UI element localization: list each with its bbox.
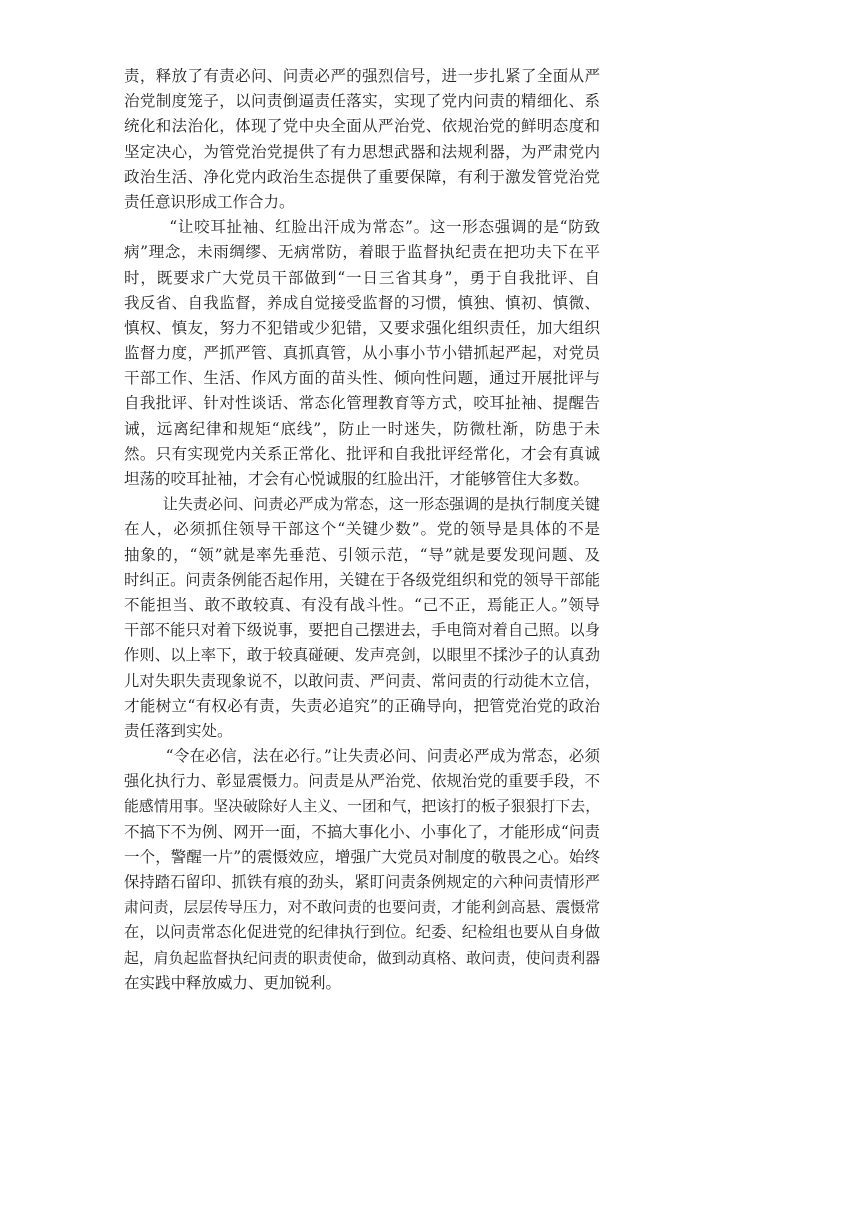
text-line: 让失责必问、问责必严成为常态，这一形态强调的是执行制度关键 (124, 495, 600, 514)
text-line: 肃问责，层层传导压力，对不敢问责的也要问责，才能利剑高悬、震慑常 (124, 899, 600, 917)
text-line: 政治生活、净化党内政治生态提供了重要保障，有利于激发管党治党 (124, 167, 600, 186)
text-line: 抽象的，“领”就是率先垂范、引领示范，“导”就是要发现问题、及 (124, 545, 600, 564)
paragraph-4 (124, 744, 600, 996)
paragraph-1 (124, 64, 600, 215)
text-line: 强化执行力、彰显震慑力。问责是从严治党、依规治党的重要手段，不 (124, 772, 600, 791)
text-line: 能感情用事。坚决破除好人主义、一团和气，把该打的板子狠狠打下去， (124, 798, 600, 816)
text-line: 诫，远离纪律和规矩“底线”，防止一时迷失，防微杜渐，防患于未 (124, 419, 600, 438)
text-line: “令在必信，法在必行。”让失责必问、问责必严成为常态，必须 (124, 747, 600, 766)
text-line: 病”理念，未雨绸缪、无病常防，着眼于监督执纪责在把功夫下在平 (124, 243, 600, 262)
text-line: 慎权、慎友，努力不犯错或少犯错，又要求强化组织责任，加大组织 (124, 318, 600, 337)
text-line: 责任落到实处。 (124, 721, 233, 740)
text-line: 一个，警醒一片”的震慑效应，增强广大党员对制度的敬畏之心。始终 (124, 847, 600, 866)
text-line: 干部工作、生活、作风方面的苗头性、倾向性问题，通过开展批评与 (124, 369, 600, 388)
text-line: 起，肩负起监督执纪问责的职责使命，做到动真格、敢问责，使问责利器 (124, 949, 600, 967)
text-line: 然。只有实现党内关系正常化、批评和自我批评经常化，才会有真诚 (124, 444, 600, 463)
text-line: 坦荡的咬耳扯袖，才会有心悦诚服的红脸出汗，才能够管住大多数。 (124, 470, 590, 488)
text-line: 不能担当、敢不敢较真、有没有战斗性。“己不正，焉能正人。”领导 (124, 595, 600, 614)
text-line: 在，以问责常态化促进党的纪律执行到位。纪委、纪检组也要从自身做 (124, 923, 600, 942)
text-line: 责任意识形成工作合力。 (124, 192, 295, 211)
paragraph-2 (124, 215, 600, 492)
text-line: “让咬耳扯袖、红脸出汗成为常态”。这一形态强调的是“防致 (124, 218, 600, 237)
paragraph-3 (124, 492, 600, 744)
text-line: 治党制度笼子，以问责倒逼责任落实，实现了党内问责的精细化、系 (124, 92, 600, 111)
text-line: 才能树立“有权必有责，失责必追究”的正确导向，把管党治党的政治 (124, 696, 600, 715)
text-line: 在实践中释放威力、更加锐利。 (124, 973, 342, 992)
text-line: 我反省、自我监督，养成自觉接受监督的习惯，慎独、慎初、慎微、 (124, 293, 600, 312)
text-line: 责，释放了有责必问、问责必严的强烈信号，进一步扎紧了全面从严 (124, 67, 600, 85)
text-line: 儿对失职失责现象说不，以敢问责、严问责、常问责的行动徙木立信， (124, 671, 600, 690)
text-line: 时纠正。问责条例能否起作用，关键在于各级党组织和党的领导干部能 (124, 570, 600, 589)
text-line: 在人，必须抓住领导干部这个“关键少数”。党的领导是具体的不是 (124, 520, 600, 539)
text-line: 坚定决心，为管党治党提供了有力思想武器和法规利器，为严肃党内 (124, 142, 600, 161)
text-line: 时，既要求广大党员干部做到“一日三省其身”，勇于自我批评、自 (124, 268, 600, 287)
document-page (124, 64, 600, 996)
text-line: 统化和法治化，体现了党中央全面从严治党、依规治党的鲜明态度和 (124, 117, 600, 136)
text-line: 自我批评、针对性谈话、常态化管理教育等方式，咬耳扯袖、提醒告 (124, 394, 600, 413)
text-line: 干部不能只对着下级说事，要把自己摆进去，手电筒对着自己照。以身 (124, 621, 600, 640)
text-line: 保持踏石留印、抓铁有痕的劲头，紧盯问责条例规定的六种问责情形严 (124, 873, 600, 891)
text-line: 不搞下不为例、网开一面，不搞大事化小、小事化了，才能形成“问责 (124, 822, 600, 841)
text-line: 监督力度，严抓严管、真抓真管，从小事小节小错抓起严起，对党员 (124, 344, 600, 363)
text-line: 作则、以上率下，敢于较真碰硬、发声亮剑，以眼里不揉沙子的认真劲 (124, 646, 600, 665)
